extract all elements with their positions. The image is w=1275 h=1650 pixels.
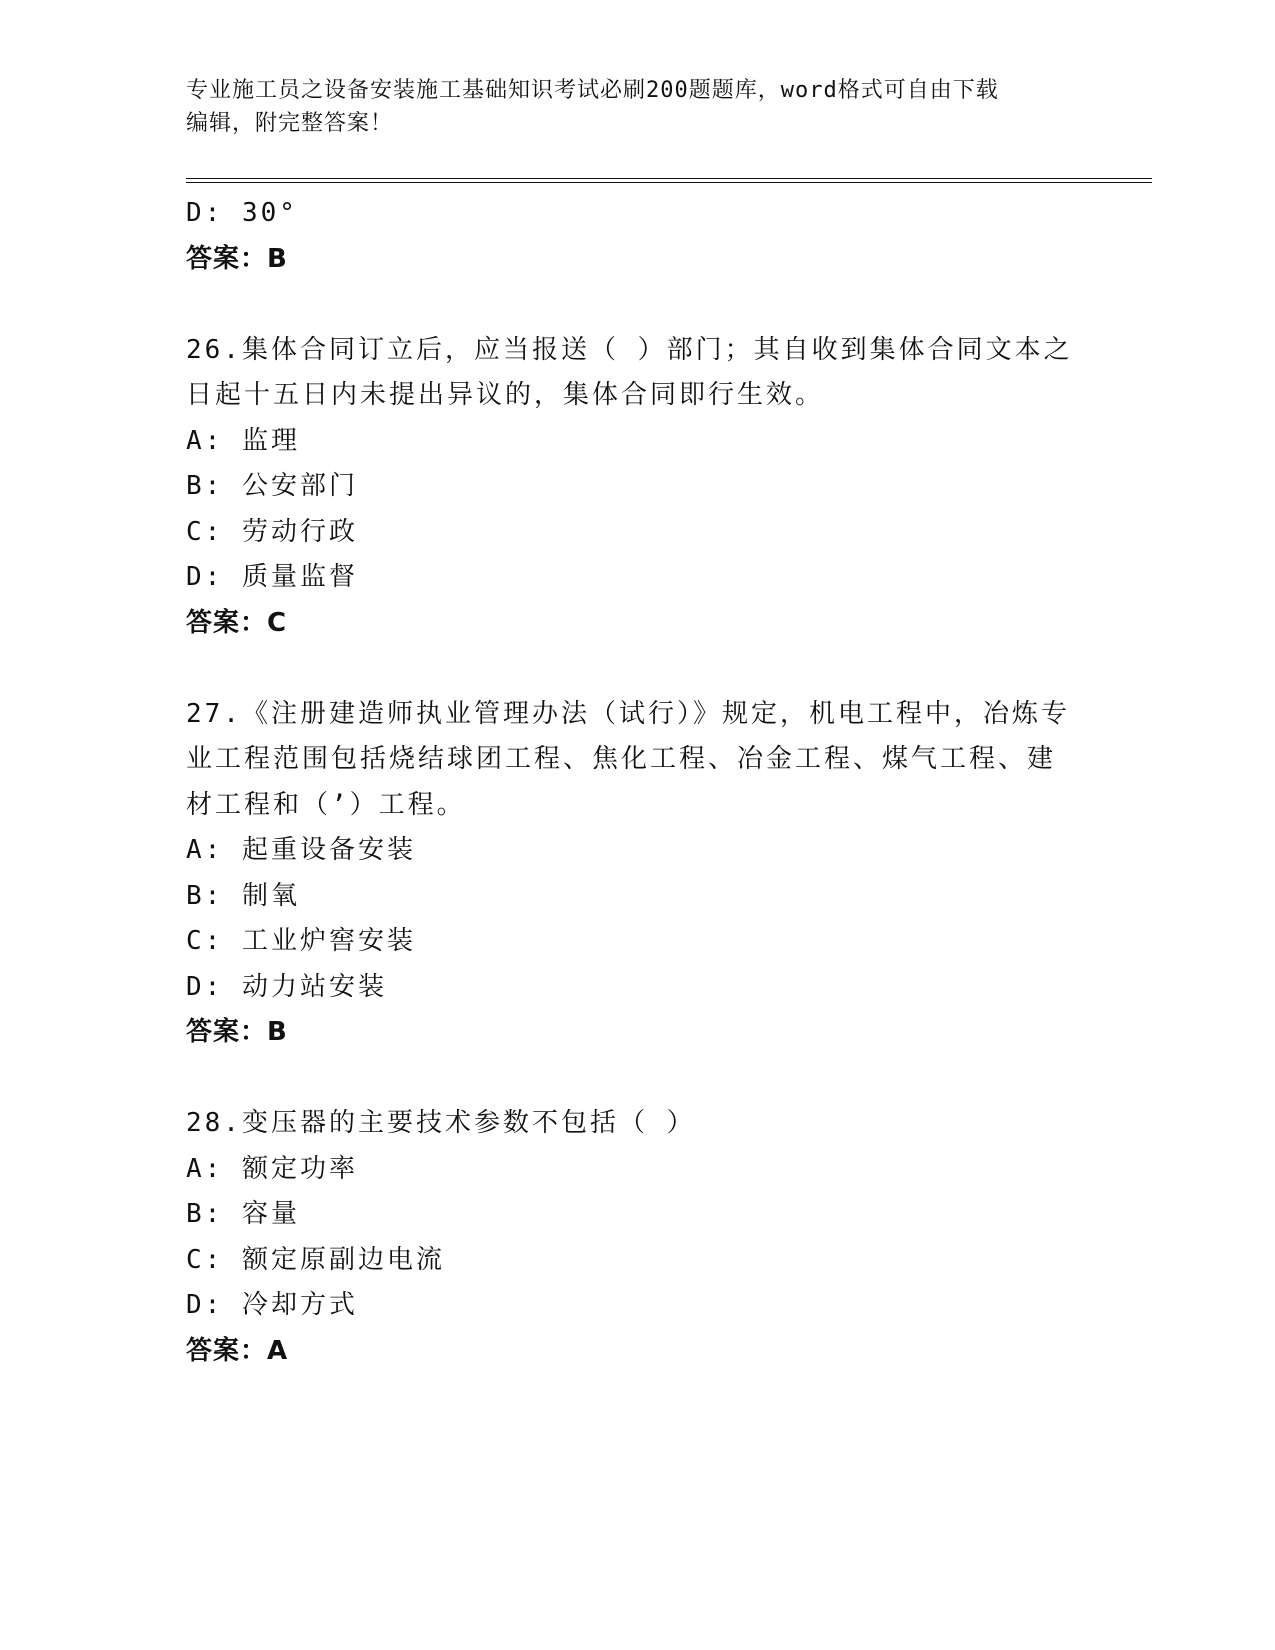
question-text-line-3: 材工程和（’）工程。 bbox=[186, 789, 466, 820]
header-divider-bottom bbox=[186, 182, 1152, 183]
option-c: C: 劳动行政 bbox=[186, 516, 358, 547]
option-d: D: 质量监督 bbox=[186, 562, 358, 592]
question-text-line-2: 日起十五日内未提出异议的，集体合同即行生效。 bbox=[186, 380, 825, 410]
option-b: B: 公安部门 bbox=[186, 471, 358, 501]
question-28 bbox=[186, 1101, 1086, 1374]
option-d: D: 冷却方式 bbox=[186, 1290, 358, 1320]
option-a: A: 起重设备安装 bbox=[186, 835, 416, 865]
header-title-line-1: 专业施工员之设备安装施工基础知识考试必刷200题题库，word格式可自由下载 bbox=[186, 78, 999, 103]
option-d: D: 30° bbox=[186, 198, 298, 228]
spacer bbox=[186, 282, 1086, 328]
option-a: A: 监理 bbox=[186, 425, 300, 456]
option-b: B: 容量 bbox=[186, 1199, 300, 1229]
header-title-line-2: 编辑，附完整答案！ bbox=[186, 111, 394, 136]
option-d: D: 动力站安装 bbox=[186, 971, 387, 1002]
document-header bbox=[186, 74, 1086, 140]
option-c: C: 工业炉窖安装 bbox=[186, 926, 416, 956]
previous-question-tail bbox=[186, 191, 1086, 282]
option-a: A: 额定功率 bbox=[186, 1153, 358, 1184]
option-b: B: 制氧 bbox=[186, 880, 300, 911]
question-list bbox=[186, 191, 1086, 1374]
spacer bbox=[186, 646, 1086, 692]
question-27 bbox=[186, 692, 1086, 1056]
question-text-line-1: 27.《注册建造师执业管理办法（试行）》规定，机电工程中，冶炼专 bbox=[186, 698, 1070, 729]
answer-line: 答案：B bbox=[186, 243, 288, 274]
answer-line: 答案：A bbox=[186, 1335, 289, 1366]
option-c: C: 额定原副边电流 bbox=[186, 1244, 445, 1275]
question-text-line-2: 业工程范围包括烧结球团工程、焦化工程、冶金工程、煤气工程、建 bbox=[186, 744, 1057, 774]
answer-line: 答案：B bbox=[186, 1017, 288, 1047]
header-divider-top bbox=[186, 178, 1152, 179]
spacer bbox=[186, 1056, 1086, 1102]
answer-line: 答案：C bbox=[186, 607, 288, 638]
question-text-line-1: 28.变压器的主要技术参数不包括（ ） bbox=[186, 1108, 696, 1138]
question-text-line-1: 26.集体合同订立后，应当报送（ ）部门；其自收到集体合同文本之 bbox=[186, 334, 1073, 365]
question-26 bbox=[186, 328, 1086, 647]
